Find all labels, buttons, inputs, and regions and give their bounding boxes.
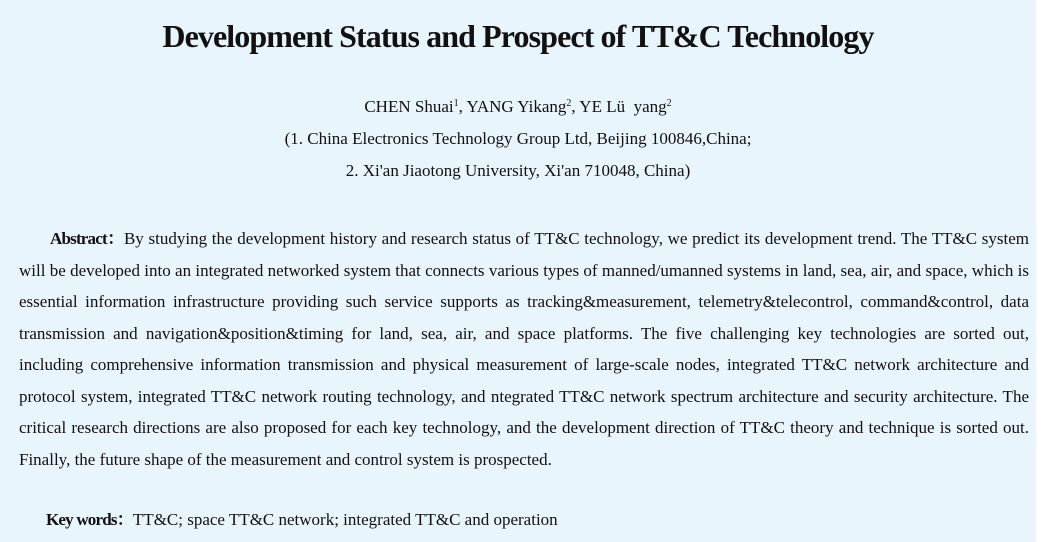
author-affiliation-mark: 2 — [666, 98, 672, 109]
keywords-text: TT&C; space TT&C network; integrated TT&C and operation — [132, 510, 558, 529]
author-name: CHEN Shuai — [364, 97, 454, 116]
affiliation-line-2: 2. Xi'an Jiaotong University, Xi'an 710048, China) — [345, 161, 691, 180]
keywords-label: Key words： — [46, 510, 133, 529]
author-separator: , — [458, 97, 467, 116]
author-affiliation-mark: 1 — [453, 98, 459, 109]
keywords-line — [19, 507, 1029, 533]
affiliation-line-1: (1. China Electronics Technology Group Ltd, Beijing 100846,China; — [284, 129, 752, 148]
author-name: YANG Yikang — [466, 97, 567, 116]
author-separator: , — [571, 97, 580, 116]
author-name: YE Lü yang — [579, 97, 667, 116]
author-line — [0, 95, 1036, 119]
abstract-label: Abstract： — [50, 229, 124, 248]
paper-title: Development Status and Prospect of TT&C Technology — [162, 18, 874, 54]
abstract-text: By studying the development history and research status of TT&C technology, we predict its development trend. The TT&C system will be developed into an integrated networked system that connects various types of manned/umanned systems in land, sea, air, and space, which is essential information infrastructure providing such service supports as tracking&measurement, telemetry&telecontrol, command&control, data transmission and navigation&position&timing for land, sea, air, and space platforms. The five challenging key technologies are sorted out, including comprehensive information transmission and physical measurement of large-scale nodes, integrated TT&C network architecture and protocol system, integrated TT&C network routing technology, and ntegrated TT&C network spectrum architecture and security architecture. The critical research directions are also proposed for each key technology, and the development direction of TT&C theory and technique is sorted out. Finally, the future shape of the measurement and control system is prospected. — [19, 229, 1029, 469]
author-affiliation-mark: 2 — [566, 98, 572, 109]
abstract-paragraph — [19, 223, 1029, 475]
